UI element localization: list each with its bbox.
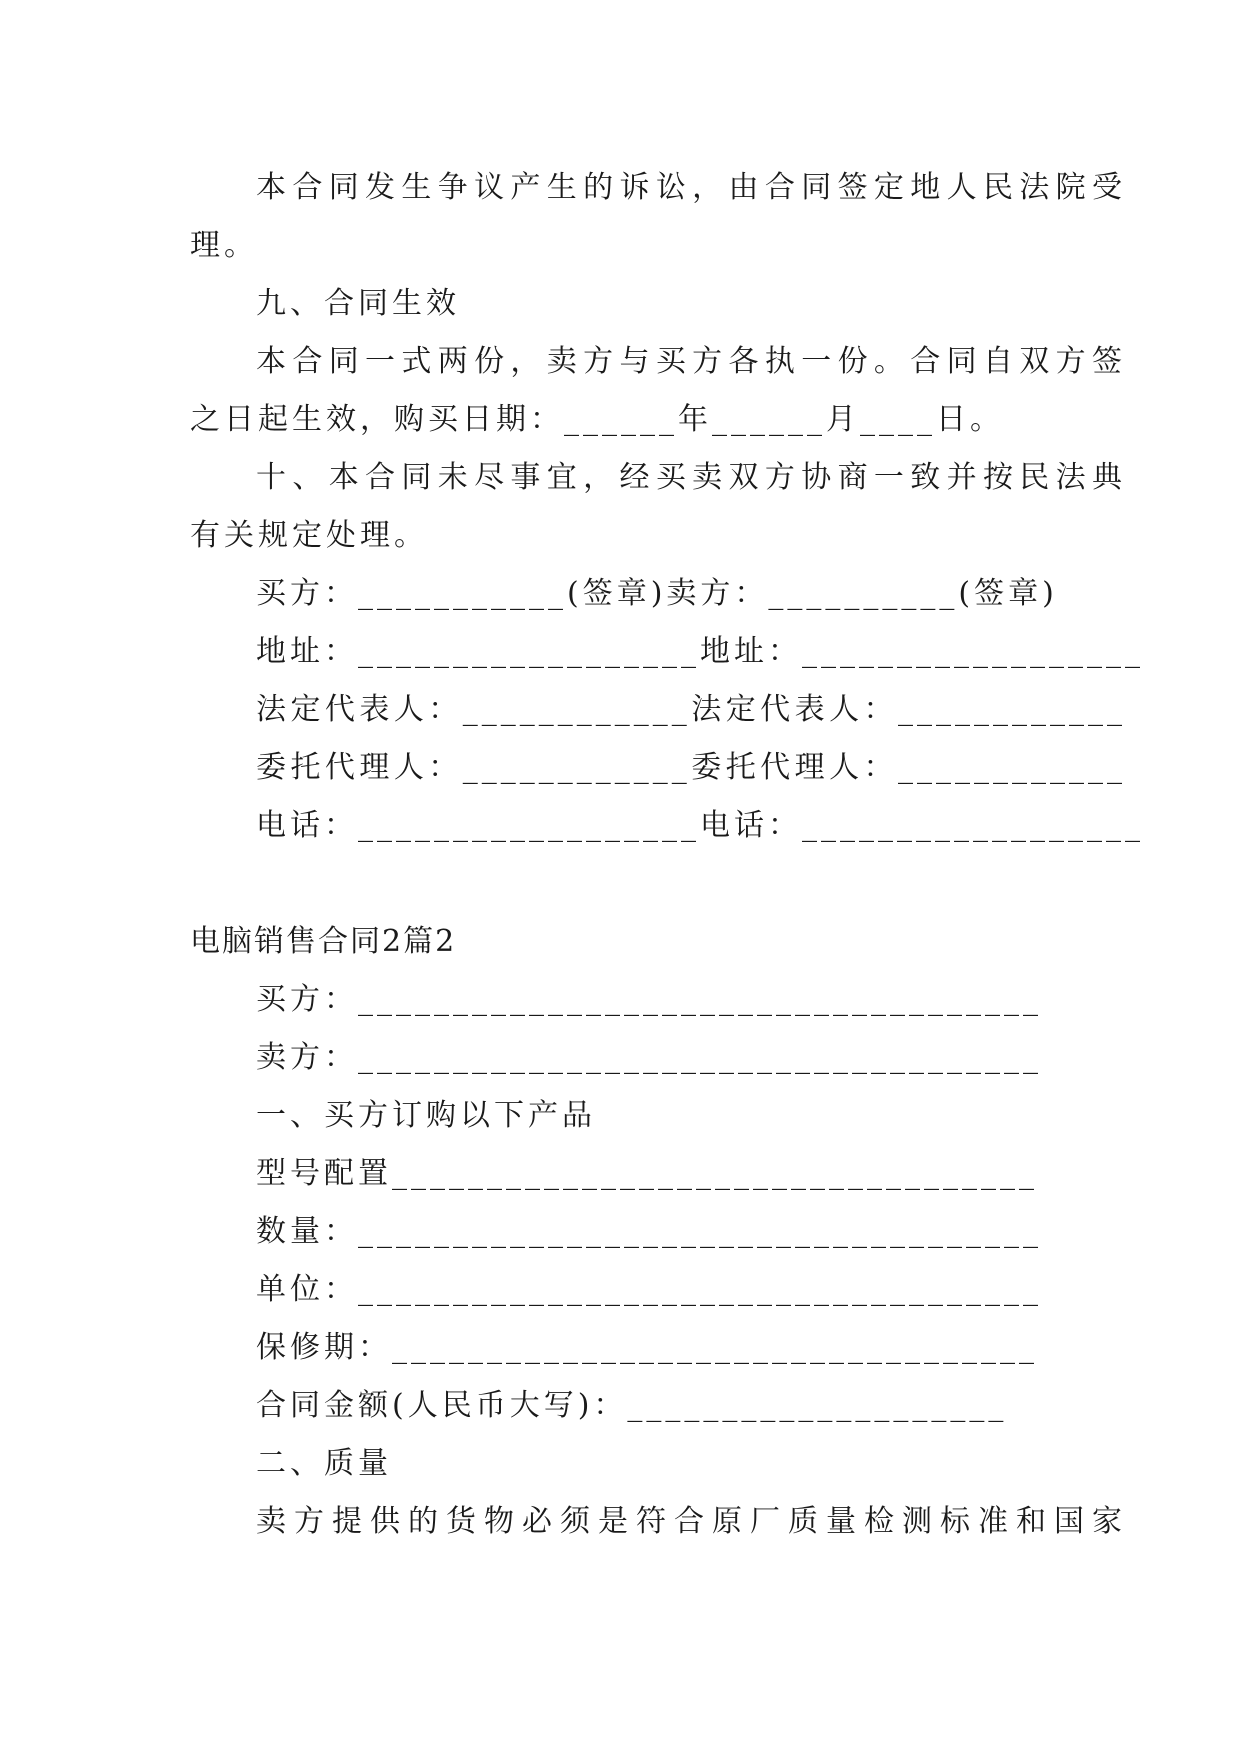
paragraph-dispute-line1: 本合同发生争议产生的诉讼，由合同签定地人民法院受 xyxy=(256,170,1126,205)
signature-line-agent: 委托代理人：____________委托代理人：____________ xyxy=(256,750,1126,785)
section-heading-quality: 二、质量 xyxy=(256,1446,392,1481)
field-buyer: 买方：____________________________________ xyxy=(256,982,1042,1017)
signature-line-address: 地址：__________________地址：__________________ xyxy=(256,634,1144,669)
field-model-config: 型号配置__________________________________ xyxy=(256,1156,1038,1191)
paragraph-dispute-line2: 理。 xyxy=(190,228,258,263)
signature-line-legal-rep: 法定代表人：____________法定代表人：____________ xyxy=(256,692,1126,727)
field-unit: 单位：____________________________________ xyxy=(256,1272,1042,1307)
paragraph-effect-line2: 之日起生效，购买日期：______年______月____日。 xyxy=(190,402,1004,437)
paragraph-other-line1: 十、本合同未尽事宜，经买卖双方协商一致并按民法典 xyxy=(256,460,1126,495)
signature-line-party: 买方：___________(签章)卖方：__________(签章) xyxy=(256,576,1058,611)
field-contract-amount: 合同金额(人民币大写)：____________________ xyxy=(256,1388,1008,1423)
document-title: 电脑销售合同2篇2 xyxy=(190,924,457,959)
field-quantity: 数量：____________________________________ xyxy=(256,1214,1042,1249)
signature-line-phone: 电话：__________________电话：__________________ xyxy=(256,808,1144,843)
paragraph-other-line2: 有关规定处理。 xyxy=(190,518,428,553)
paragraph-quality-line1: 卖方提供的货物必须是符合原厂质量检测标准和国家 xyxy=(256,1504,1126,1539)
field-warranty: 保修期：__________________________________ xyxy=(256,1330,1038,1365)
field-seller: 卖方：____________________________________ xyxy=(256,1040,1042,1075)
paragraph-effect-line1: 本合同一式两份，卖方与买方各执一份。合同自双方签 xyxy=(256,344,1126,379)
section-heading-products: 一、买方订购以下产品 xyxy=(256,1098,596,1133)
section-heading-effect: 九、合同生效 xyxy=(256,286,460,321)
